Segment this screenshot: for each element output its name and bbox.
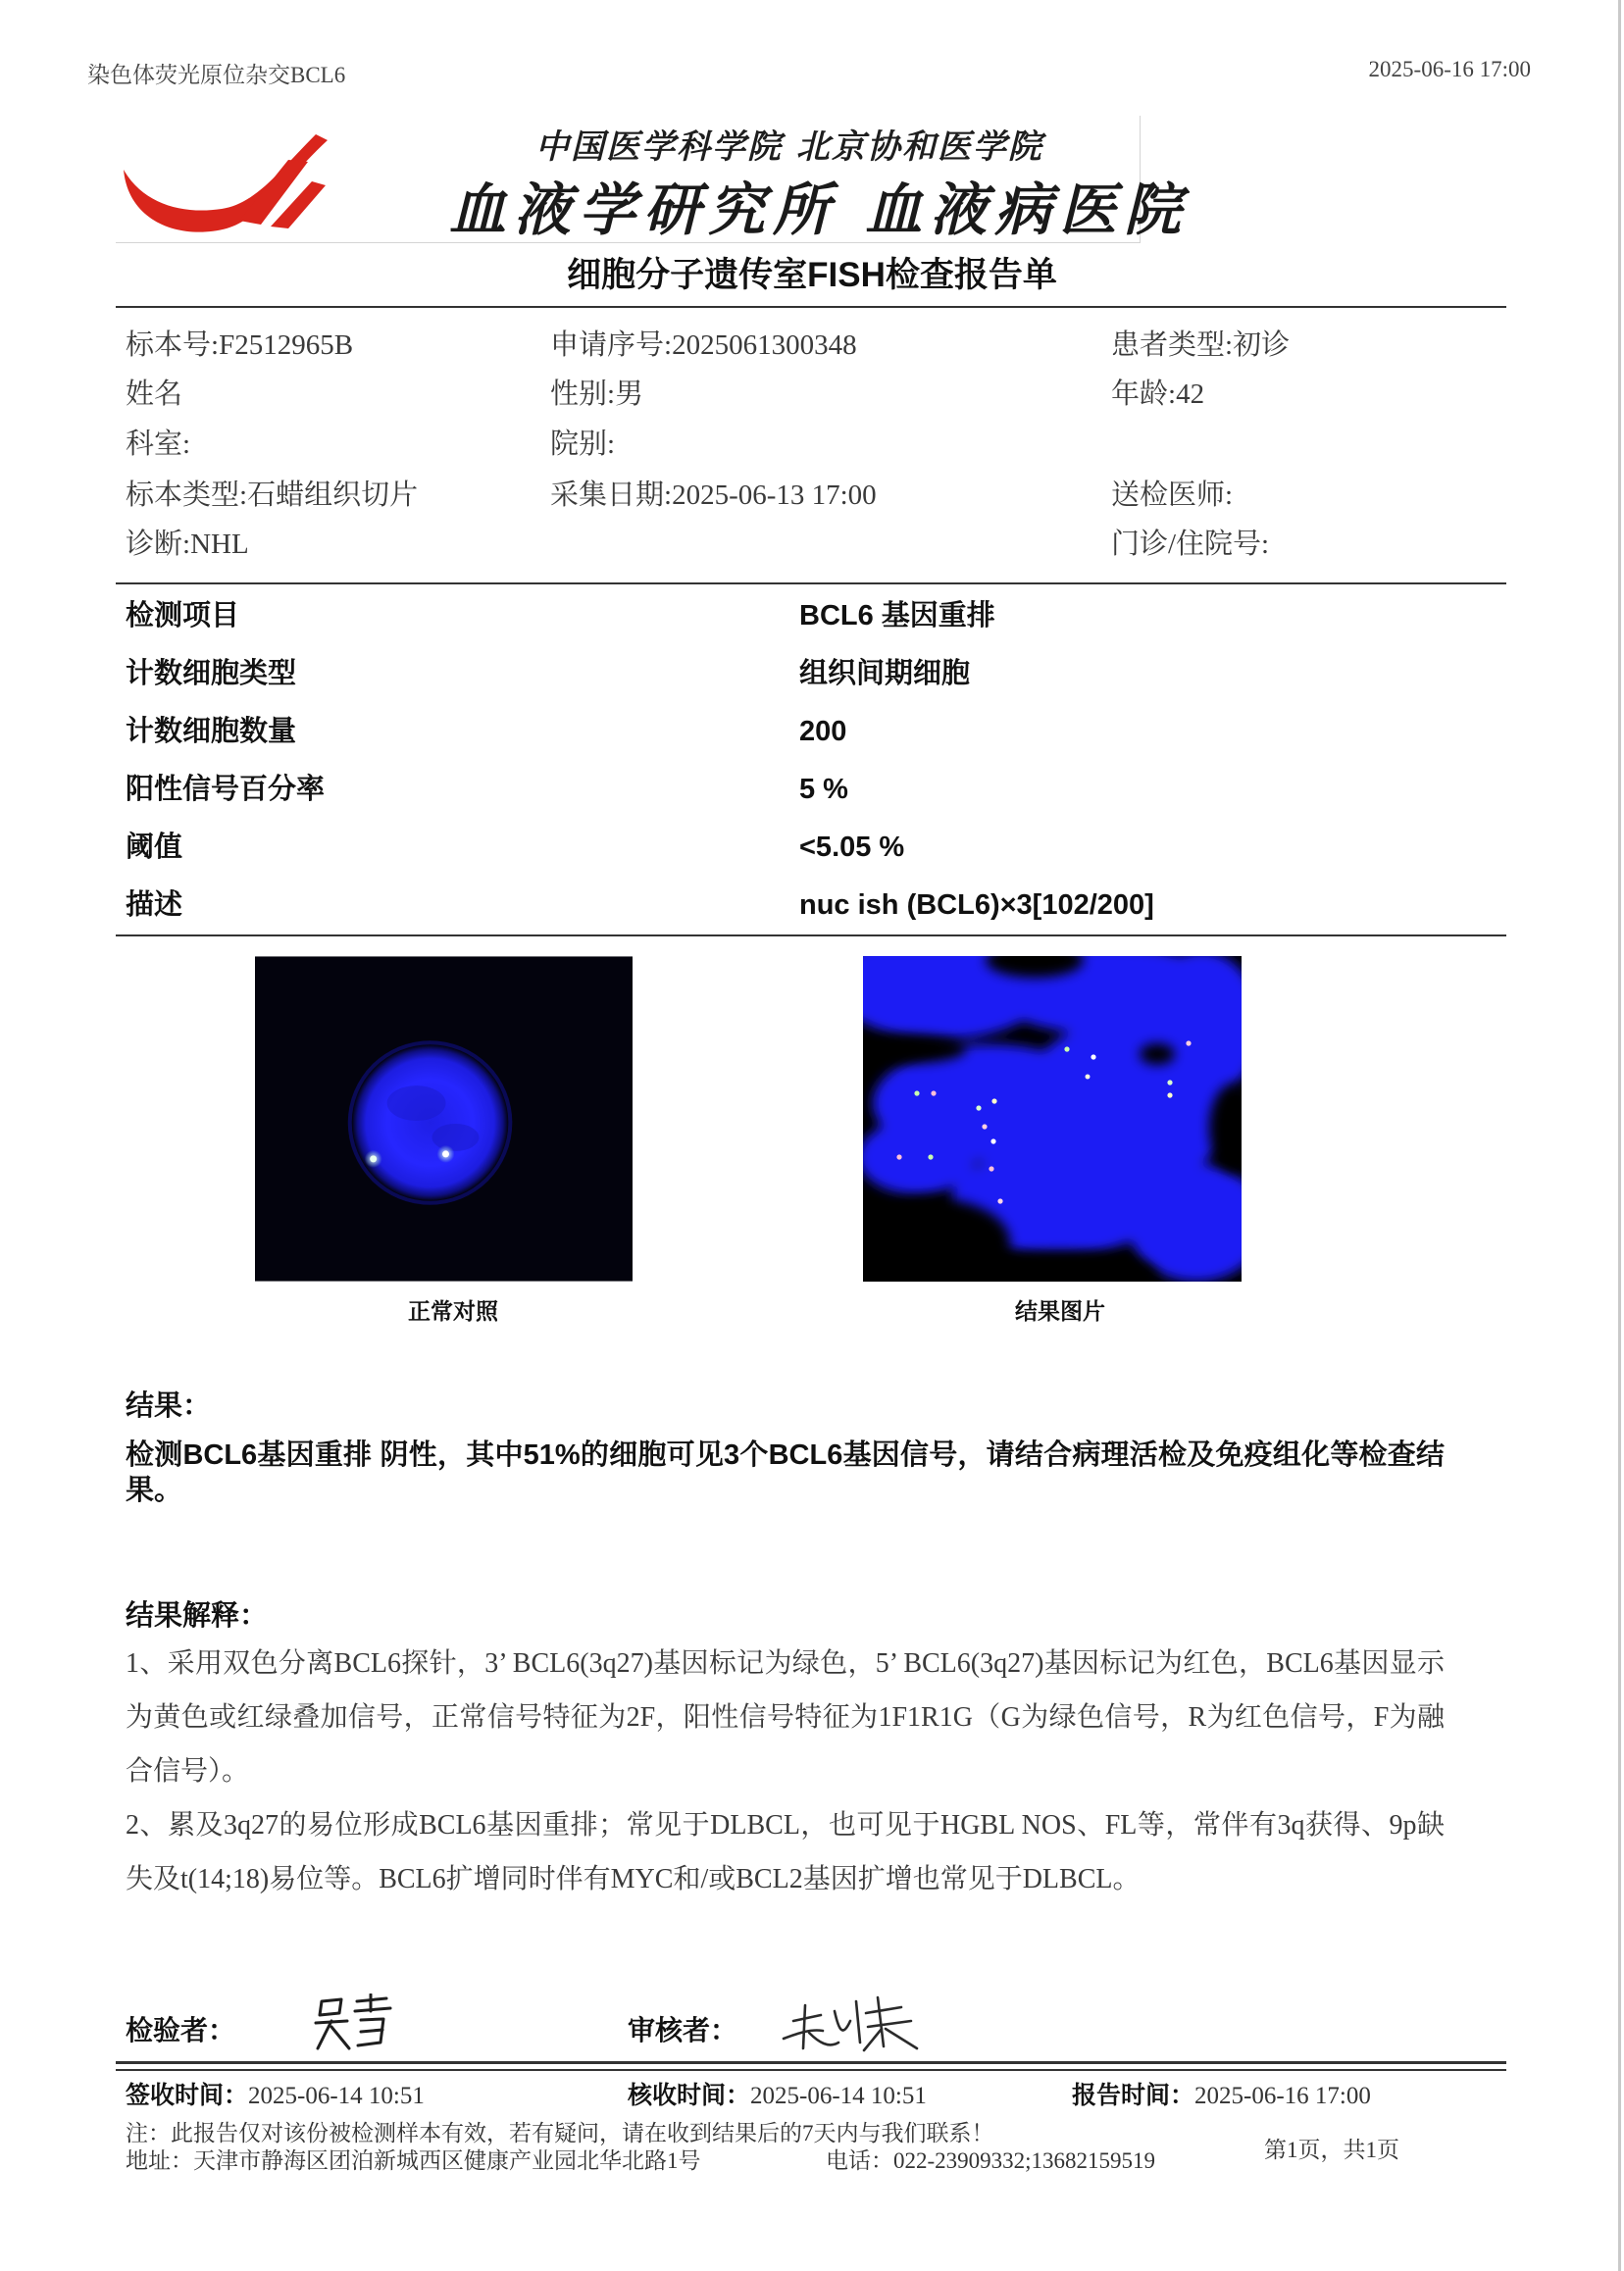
report-time-field bbox=[1072, 2079, 1371, 2113]
print-time: 2025-06-16 17:00 bbox=[1368, 57, 1531, 81]
threshold-value: <5.05 % bbox=[799, 832, 905, 863]
field-label: 送检医师: bbox=[1111, 479, 1234, 511]
sex-field bbox=[550, 375, 643, 414]
result-image bbox=[863, 956, 1242, 1282]
positive-rate-value: 5 % bbox=[799, 774, 848, 805]
field-value: 男 bbox=[615, 378, 644, 410]
result-text: 检测BCL6基因重排 阴性，其中51%的细胞可见3个BCL6基因信号，请结合病理活检及免疫组化等检查结果。 bbox=[126, 1439, 1445, 1506]
field-label: 诊断: bbox=[126, 529, 191, 560]
field-label: 采集日期: bbox=[550, 479, 673, 511]
field-label: 性别: bbox=[550, 378, 616, 410]
branch-field bbox=[550, 425, 615, 464]
collection-date-field bbox=[550, 476, 877, 515]
field-value: 2025061300348 bbox=[672, 329, 857, 361]
field-value: 42 bbox=[1176, 378, 1205, 410]
institution-logo-icon bbox=[124, 130, 330, 233]
field-value: 2025-06-13 17:00 bbox=[672, 479, 877, 511]
field-value: F2512965B bbox=[219, 329, 354, 361]
report-title: 细胞分子遗传室FISH检查报告单 bbox=[567, 256, 1057, 294]
field-value: 2025-06-14 10:51 bbox=[750, 2083, 927, 2109]
institution-name-line2: 血液学研究所 血液病医院 bbox=[449, 177, 1190, 243]
page-number: 第1页，共1页 bbox=[1264, 2138, 1399, 2162]
threshold-label: 阈值 bbox=[126, 832, 183, 863]
name-field bbox=[126, 375, 182, 414]
field-label: 患者类型: bbox=[1111, 329, 1234, 361]
interpretation-item: 1、采用双色分离BCL6探针，3’ BCL6(3q27)基因标记为绿色，5’ BCL6(3q27)基因标记为红色，BCL6基因显示为黄色或红绿叠加信号，正常信号特征为2F，阳性信号特征为1F1R1G（G为绿色信号，R为红色信号，F为融合信号）。 bbox=[126, 1648, 1445, 1787]
institution-name-line1: 中国医学科学院 北京协和医学院 bbox=[535, 127, 1043, 167]
field-value: 2025-06-16 17:00 bbox=[1194, 2083, 1371, 2109]
record-no-field bbox=[1111, 525, 1269, 564]
cell-count-label: 计数细胞数量 bbox=[126, 716, 297, 747]
patient-type-field bbox=[1111, 326, 1290, 365]
field-label: 签收时间： bbox=[126, 2082, 249, 2109]
control-image-caption: 正常对照 bbox=[408, 1298, 498, 1324]
field-label: 科室: bbox=[126, 429, 191, 460]
interpretation-heading: 结果解释： bbox=[126, 1600, 269, 1632]
field-label: 申请序号: bbox=[550, 329, 673, 361]
specimen-type-field bbox=[126, 476, 418, 515]
inspector-signature bbox=[312, 1993, 394, 2054]
cell-type-value: 组织间期细胞 bbox=[799, 658, 971, 689]
interpretation-item: 2、累及3q27的易位形成BCL6基因重排；常见于DLBCL，也可见于HGBL NOS、FL等，常伴有3q获得、9p缺失及t(14;18)易位等。BCL6扩增同时伴有MYC和/或BCL2基因扩增也常见于DLBCL。 bbox=[126, 1810, 1445, 1894]
reviewer-signature bbox=[780, 1993, 922, 2054]
normal-control-image bbox=[255, 956, 633, 1282]
divider bbox=[116, 582, 1506, 584]
test-item-label: 检测项目 bbox=[126, 600, 240, 631]
divider bbox=[116, 306, 1506, 308]
footer-address: 地址：天津市静海区团泊新城西区健康产业园北华北路1号 bbox=[126, 2148, 701, 2173]
cell-type-label: 计数细胞类型 bbox=[126, 658, 297, 689]
field-label: 标本类型: bbox=[126, 479, 248, 511]
field-label: 核收时间： bbox=[628, 2082, 751, 2109]
result-heading: 结果： bbox=[126, 1390, 212, 1422]
received-time-field bbox=[126, 2079, 425, 2113]
divider-thin bbox=[116, 2069, 1506, 2071]
field-label: 姓名 bbox=[126, 378, 183, 410]
field-label: 院别: bbox=[550, 429, 616, 460]
age-field bbox=[1111, 375, 1204, 414]
specimen-no-field bbox=[126, 326, 353, 365]
field-value: 2025-06-14 10:51 bbox=[248, 2083, 425, 2109]
description-value: nuc ish (BCL6)×3[102/200] bbox=[799, 889, 1154, 921]
interpretation-list bbox=[126, 1637, 1445, 1906]
field-value: 初诊 bbox=[1233, 329, 1291, 361]
footer-note: 注：此报告仅对该份被检测样本有效，若有疑问，请在收到结果后的7天内与我们联系！ bbox=[126, 2121, 994, 2145]
field-label: 标本号: bbox=[126, 329, 220, 361]
checked-time-field bbox=[628, 2079, 927, 2113]
footer-phone: 电话：022-23909332;13682159519 bbox=[826, 2148, 1156, 2173]
field-label: 年龄: bbox=[1111, 378, 1177, 410]
physician-field bbox=[1111, 476, 1233, 515]
positive-rate-label: 阳性信号百分率 bbox=[126, 774, 326, 805]
request-no-field bbox=[550, 326, 857, 365]
cell-count-value: 200 bbox=[799, 716, 847, 747]
inspector-label: 检验者： bbox=[126, 2015, 236, 2045]
page-edge-line bbox=[1618, 0, 1621, 2271]
description-label: 描述 bbox=[126, 889, 183, 921]
result-image-caption: 结果图片 bbox=[1015, 1298, 1105, 1324]
reviewer-label: 审核者： bbox=[628, 2015, 738, 2045]
field-label: 门诊/住院号: bbox=[1111, 529, 1270, 560]
divider bbox=[116, 934, 1506, 936]
test-item-value: BCL6 基因重排 bbox=[799, 600, 995, 631]
document-label: 染色体荧光原位杂交BCL6 bbox=[87, 63, 346, 87]
field-value: NHL bbox=[190, 529, 249, 560]
diagnosis-field bbox=[126, 525, 249, 564]
field-label: 报告时间： bbox=[1072, 2082, 1195, 2109]
field-value: 石蜡组织切片 bbox=[247, 479, 419, 511]
divider-thick bbox=[116, 2061, 1506, 2064]
department-field bbox=[126, 425, 190, 464]
